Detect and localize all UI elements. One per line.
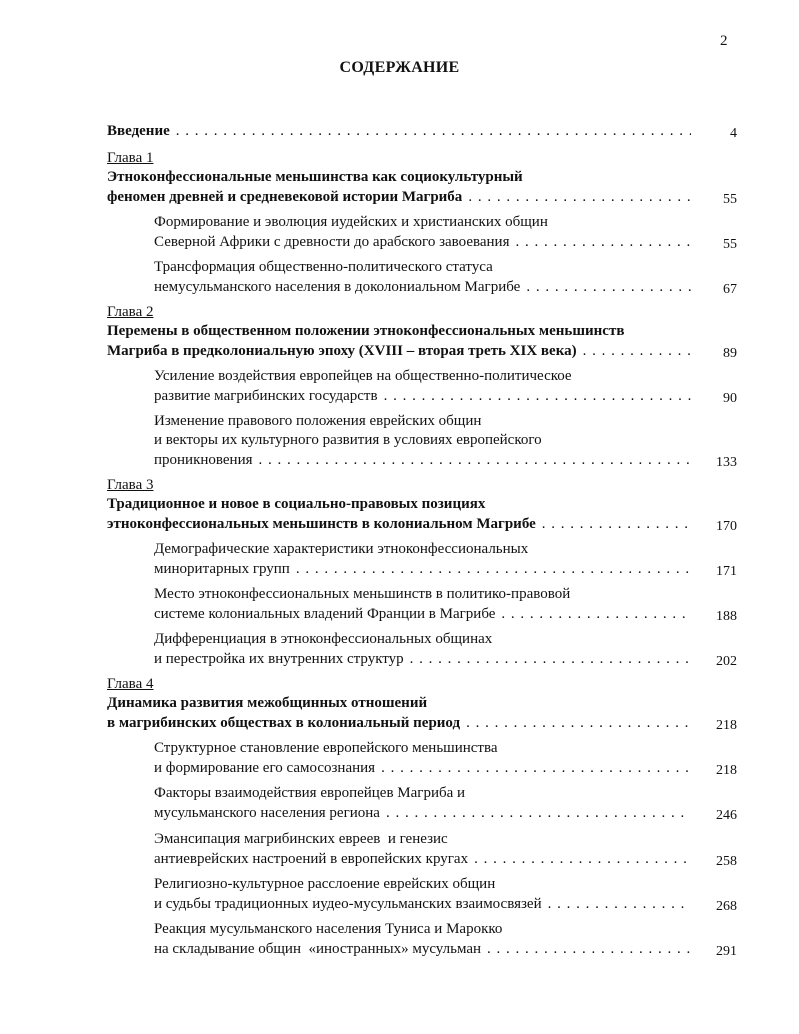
section-2-1[interactable] [154,386,695,407]
section-2-2-line2: и векторы их культурного развития в условиях европейского [154,432,542,448]
chapter-4-page: 218 [716,718,737,733]
section-1-1-page: 55 [723,237,737,252]
section-2-2-line1: Изменение правового положения еврейских общин [154,413,482,429]
section-4-2[interactable] [154,803,695,824]
toc-intro-page: 4 [730,126,737,141]
section-3-1-line1: Демографические характеристики этноконфессиональных [154,541,529,557]
section-3-1[interactable] [154,559,695,580]
chapter-4-title[interactable] [107,713,695,734]
section-1-2-line1: Трансформация общественно-политического статуса [154,259,493,275]
section-4-2-line1: Факторы взаимодействия европейцев Магриба и [154,785,466,801]
section-2-2-page: 133 [716,455,737,470]
chapter-3-title-line1: Традиционное и новое в социально-правовых позициях [107,496,486,512]
section-3-2-line2: системе колониальных владений Франции в Магрибе [154,606,496,622]
chapter-2-title[interactable] [107,341,695,362]
chapter-1-title[interactable] [107,187,695,208]
section-4-4[interactable] [154,894,695,915]
section-1-1-line2: Северной Африки с древности до арабского завоевания [154,234,510,250]
section-1-1-line1: Формирование и эволюция иудейских и христианских общин [154,214,548,230]
chapter-3-title[interactable] [107,514,695,535]
chapter-3-title-line2: этноконфессиональных меньшинств в колониальном Магрибе [107,516,536,532]
chapter-4-label: Глава 4 [107,676,154,692]
section-3-3-page: 202 [716,654,737,669]
chapter-3-page: 170 [716,519,737,534]
section-3-1-page: 171 [716,564,737,579]
section-4-5-line1: Реакция мусульманского населения Туниса и Марокко [154,921,503,937]
section-4-1-page: 218 [716,763,737,778]
chapter-1-page: 55 [723,192,737,207]
chapter-1-title-line2: феномен древней и средневековой истории Магриба [107,189,463,205]
section-4-3-line2: антиеврейских настроений в европейских кругах [154,851,469,867]
chapter-2-title-line1: Перемены в общественном положении этноконфессиональных меньшинств [107,323,625,339]
section-4-5[interactable] [154,939,695,960]
toc-intro-label: Введение [107,123,170,139]
section-2-1-page: 90 [723,391,737,406]
section-1-2[interactable] [154,277,695,298]
chapter-1-title-line1: Этноконфессиональные меньшинства как социокультурный [107,169,523,185]
chapter-3-label: Глава 3 [107,477,154,493]
section-2-1-line1: Усиление воздействия европейцев на общественно-политическое [154,368,572,384]
section-2-2[interactable] [154,450,695,471]
chapter-1-label: Глава 1 [107,150,154,166]
section-1-1[interactable] [154,232,695,253]
section-4-5-page: 291 [716,944,737,959]
page-title: СОДЕРЖАНИЕ [339,59,460,76]
section-4-4-page: 268 [716,899,737,914]
chapter-2-label: Глава 2 [107,304,154,320]
section-4-2-page: 246 [716,808,737,823]
section-4-2-line2: мусульманского населения региона [154,805,380,821]
section-1-2-line2: немусульманского населения в доколониальном Магрибе [154,279,521,295]
section-4-3[interactable] [154,849,695,870]
section-3-3-line2: и перестройка их внутренних структур [154,651,404,667]
chapter-4-title-line1: Динамика развития межобщинных отношений [107,695,428,711]
chapter-4-title-line2: в магрибинских обществах в колониальный период [107,715,461,731]
section-4-1-line1: Структурное становление европейского меньшинства [154,740,498,756]
section-4-5-line2: на складывание общин «иностранных» мусульман [154,941,482,957]
section-3-3-line1: Дифференциация в этноконфессиональных общинах [154,631,493,647]
section-4-4-line2: и судьбы традиционных иудео-мусульманских взаимосвязей [154,896,542,912]
section-4-1-line2: и формирование его самосознания [154,760,376,776]
section-2-2-line3: проникновения [154,452,253,468]
section-3-2[interactable] [154,604,695,625]
section-4-4-line1: Религиозно-культурное расслоение еврейских общин [154,876,496,892]
section-4-1[interactable] [154,758,695,779]
chapter-2-title-line2: Магриба в предколониальную эпоху (XVIII – вторая треть XIX века) [107,343,577,359]
section-2-1-line2: развитие магрибинских государств [154,388,378,404]
section-3-3[interactable] [154,649,695,670]
section-3-1-line2: миноритарных групп [154,561,290,577]
section-1-2-page: 67 [723,282,737,297]
section-4-3-page: 258 [716,854,737,869]
section-3-2-page: 188 [716,609,737,624]
section-4-3-line1: Эмансипация магрибинских евреев и генезис [154,831,448,847]
chapter-2-page: 89 [723,346,737,361]
page-number: 2 [720,33,728,49]
toc-intro[interactable] [107,121,695,142]
section-3-2-line1: Место этноконфессиональных меньшинств в политико-правовой [154,586,571,602]
